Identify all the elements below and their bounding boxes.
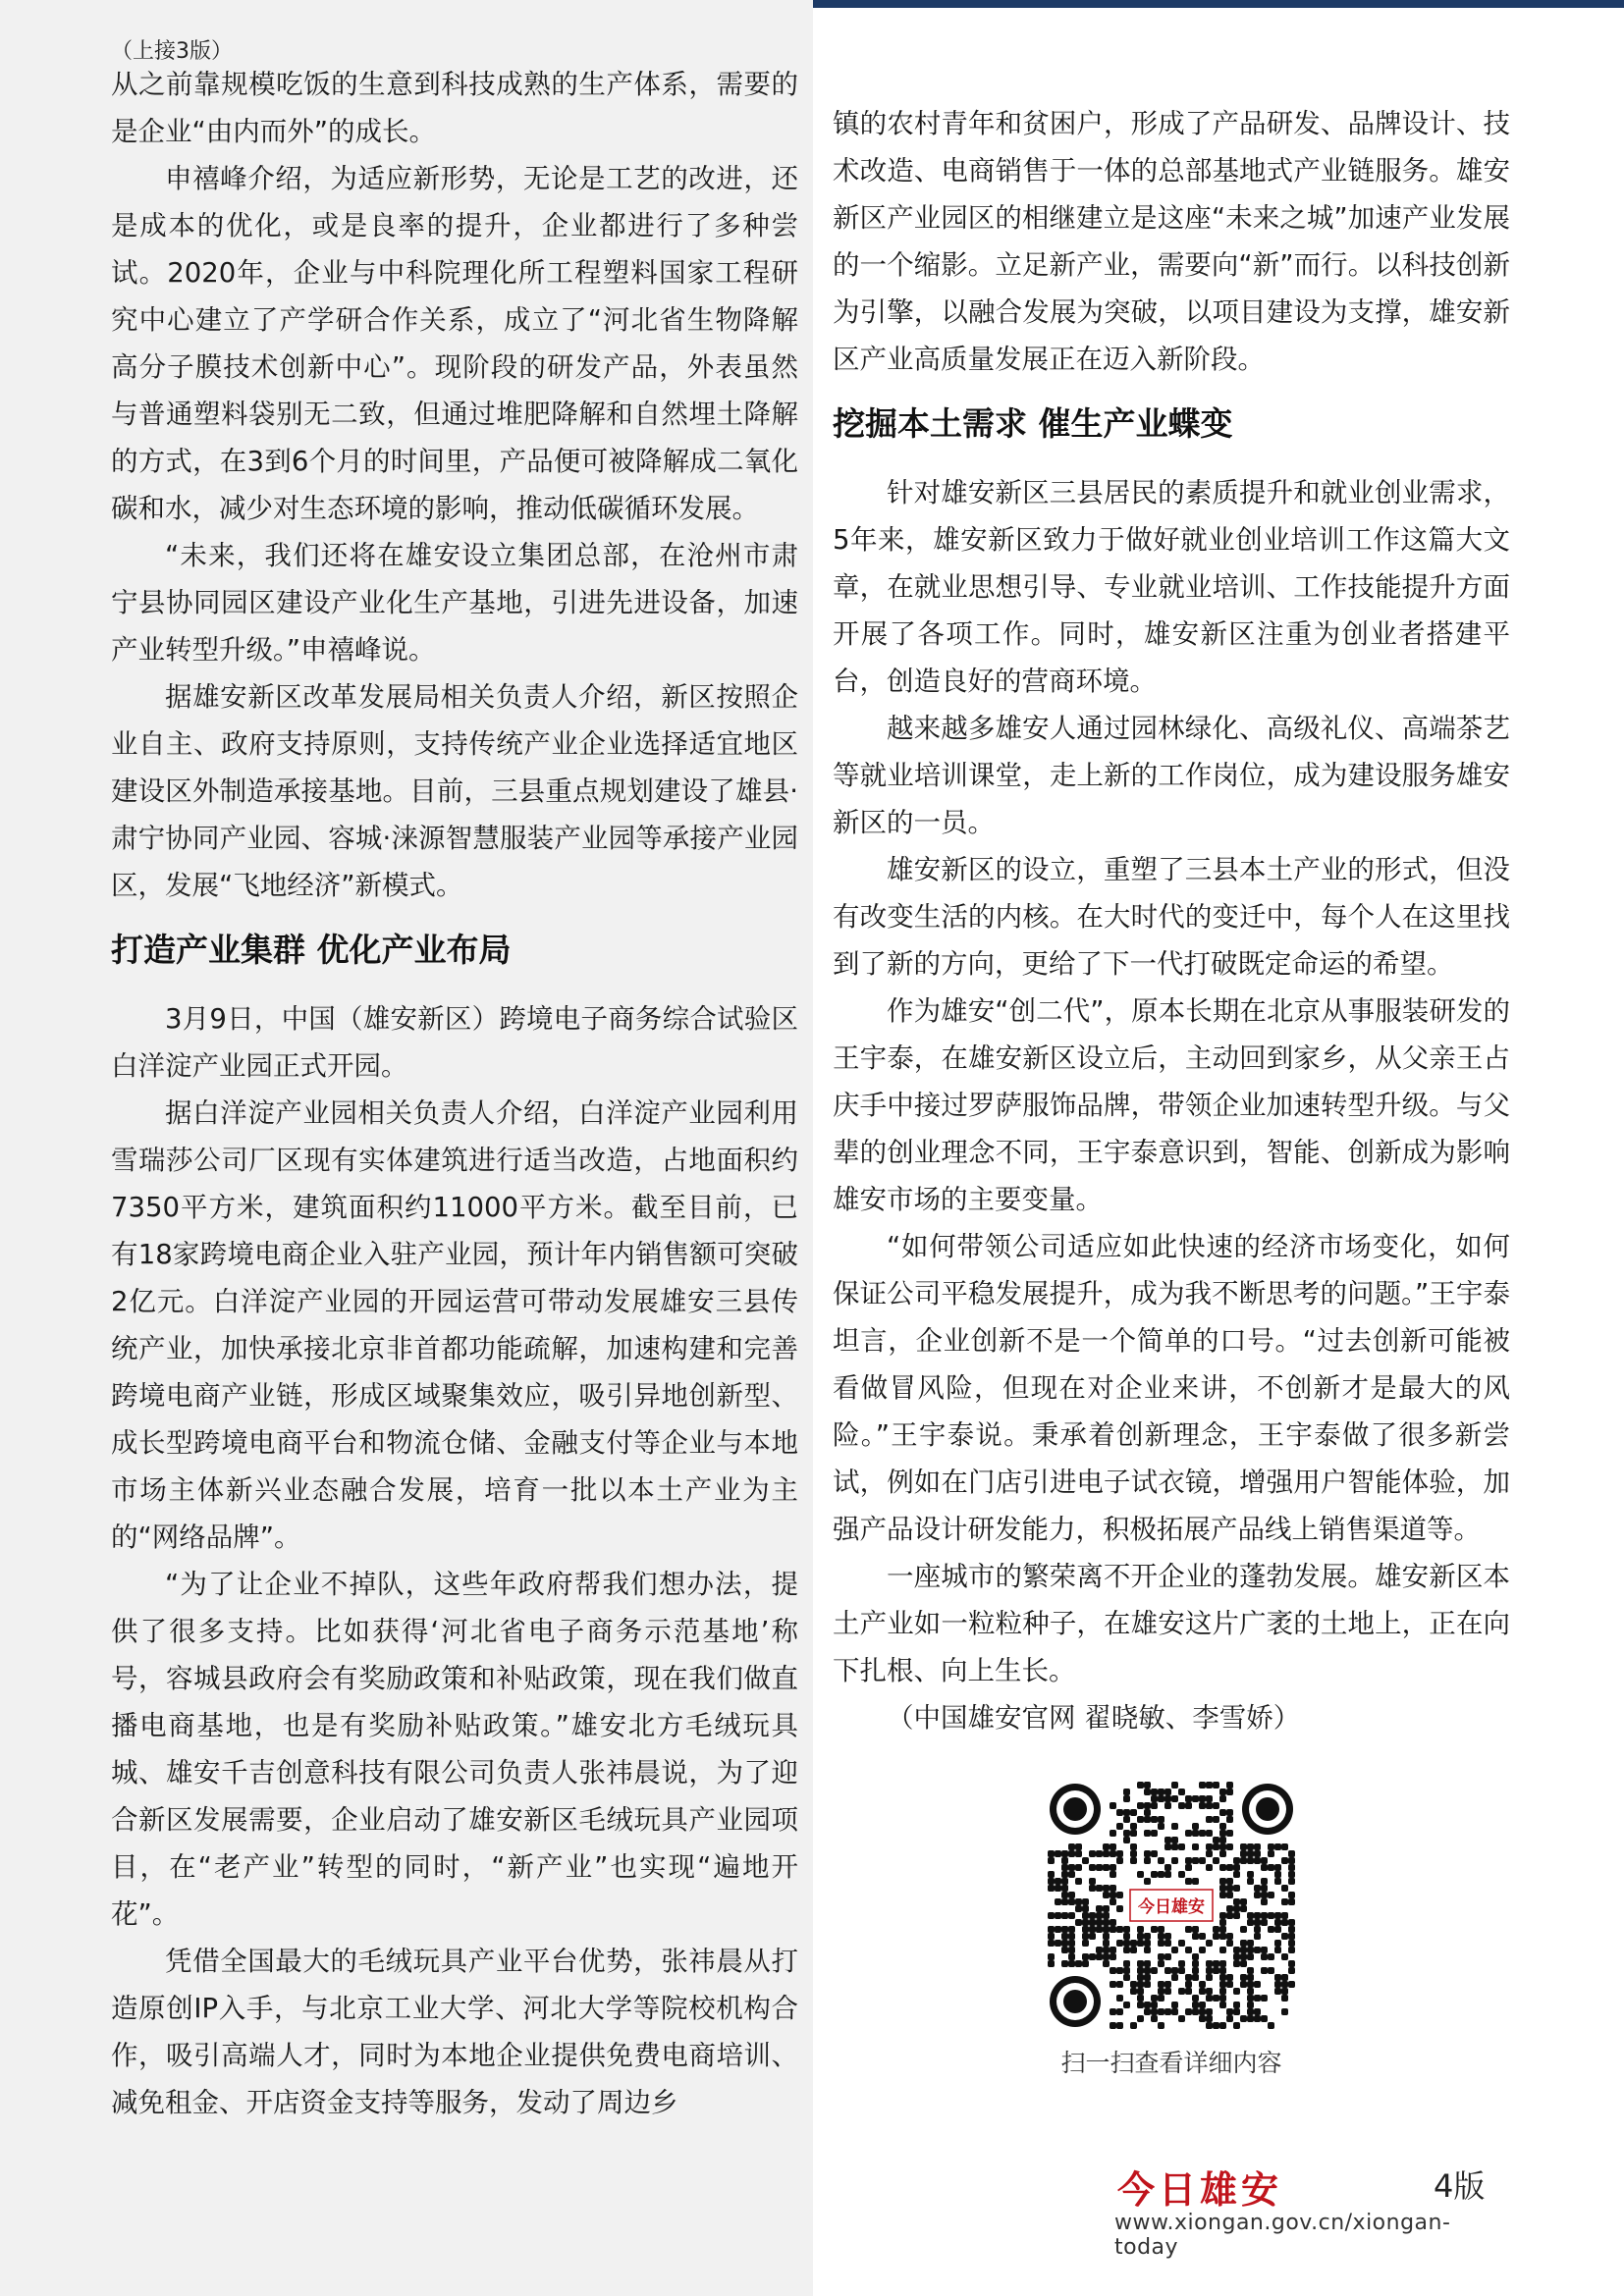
paragraph: 一座城市的繁荣离不开企业的蓬勃发展。雄安新区本土产业如一粒粒种子，在雄安这片广袤的土地上，正在向下扎根、向上生长。 — [833, 1561, 1510, 1686]
paragraph: “如何带领公司适应如此快速的经济市场变化，如何保证公司平稳发展提升，成为我不断思考的问题。”王宇泰坦言，企业创新不是一个简单的口号。“过去创新可能被看做冒风险，但现在对企业来讲，不创新才是最大的风险。”王宇泰说。秉承着创新理念，王宇泰做了很多新尝试，例如在门店引进电子试衣镜，增强用户智能体验，加强产品设计研发能力，积极拓展产品线上销售渠道等。 — [833, 1231, 1510, 1545]
left-column — [111, 61, 798, 2126]
top-accent-bar — [813, 0, 1624, 8]
paragraph: 作为雄安“创二代”，原本长期在北京从事服装研发的王宇泰，在雄安新区设立后，主动回到家乡，从父亲王占庆手中接过罗萨服饰品牌，带领企业加速转型升级。与父辈的创业理念不同，王宇泰意识到，智能、创新成为影响雄安市场的主要变量。 — [833, 995, 1510, 1215]
paragraph: “为了让企业不掉队，这些年政府帮我们想办法，提供了很多支持。比如获得‘河北省电子商务示范基地’称号，容城县政府会有奖励政策和补贴政策，现在我们做直播电商基地，也是有奖励补贴政策。”雄安北方毛绒玩具城、雄安千吉创意科技有限公司负责人张祎晨说，为了迎合新区发展需要，企业启动了雄安新区毛绒玩具产业园项目，在“老产业”转型的同时，“新产业”也实现“遍地开花”。 — [111, 1569, 798, 1930]
site-url[interactable]: www.xiongan.gov.cn/xiongan-today — [1114, 2211, 1451, 2260]
paragraph: 雄安新区的设立，重塑了三县本土产业的形式，但没有改变生活的内核。在大时代的变迁中，每个人在这里找到了新的方向，更给了下一代打破既定命运的希望。 — [833, 854, 1510, 980]
paragraph: 凭借全国最大的毛绒玩具产业平台优势，张祎晨从打造原创IP入手，与北京工业大学、河北大学等院校机构合作，吸引高端人才，同时为本地企业提供免费电商培训、减免租金、开店资金支持等服务，发动了周边乡 — [111, 1946, 798, 2118]
qr-center-logo: 今日雄安 — [1138, 1897, 1205, 1917]
paragraph: 据雄安新区改革发展局相关负责人介绍，新区按照企业自主、政府支持原则，支持传统产业企业选择适宜地区建设区外制造承接基地。目前，三县重点规划建设了雄县·肃宁协同产业园、容城·涞源智慧服装产业园等承接产业园区，发展“飞地经济”新模式。 — [111, 681, 798, 901]
paragraph: 申禧峰介绍，为适应新形势，无论是工艺的改进，还是成本的优化，或是良率的提升，企业都进行了多种尝试。2020年，企业与中科院理化所工程塑料国家工程研究中心建立了产学研合作关系，成立了“河北省生物降解高分子膜技术创新中心”。现阶段的研发产品，外表虽然与普通塑料袋别无二致，但通过堆肥降解和自然埋土降解的方式，在3到6个月的时间里，产品便可被降解成二氧化碳和水，减少对生态环境的影响，推动低碳循环发展。 — [111, 163, 798, 524]
section-heading: 打造产业集群 优化产业布局 — [111, 931, 512, 969]
section-heading: 挖掘本土需求 催生产业蝶变 — [833, 404, 1233, 443]
right-column — [833, 100, 1510, 1741]
footer-logo: 今日雄安 — [1117, 2167, 1283, 2212]
qr-code-image — [1048, 1782, 1295, 2029]
byline: （中国雄安官网 翟晓敏、李雪娇） — [887, 1702, 1301, 1734]
paragraph: 镇的农村青年和贫困户，形成了产品研发、品牌设计、技术改造、电商销售于一体的总部基地式产业链服务。雄安新区产业园区的相继建立是这座“未来之城”加速产业发展的一个缩影。立足新产业，需要向“新”而行。以科技创新为引擎，以融合发展为突破，以项目建设为支撑，雄安新区产业高质量发展正在迈入新阶段。 — [833, 108, 1510, 375]
paragraph: 据白洋淀产业园相关负责人介绍，白洋淀产业园利用雪瑞莎公司厂区现有实体建筑进行适当改造，占地面积约7350平方米，建筑面积约11000平方米。截至目前，已有18家跨境电商企业入驻产业园，预计年内销售额可突破2亿元。白洋淀产业园的开园运营可带动发展雄安三县传统产业，加快承接北京非首都功能疏解，加速构建和完善跨境电商产业链，形成区域聚集效应，吸引异地创新型、成长型跨境电商平台和物流仓储、金融支付等企业与本地市场主体新兴业态融合发展，培育一批以本土产业为主的“网络品牌”。 — [111, 1097, 798, 1553]
paragraph: “未来，我们还将在雄安设立集团总部，在沧州市肃宁县协同园区建设产业化生产基地，引进先进设备，加速产业转型升级。”申禧峰说。 — [111, 540, 798, 666]
paragraph: 3月9日，中国（雄安新区）跨境电子商务综合试验区白洋淀产业园正式开园。 — [111, 1003, 798, 1082]
page-number: 4版 — [1434, 2167, 1486, 2205]
qr-caption: 扫一扫查看详细内容 — [1060, 2049, 1282, 2077]
paragraph: 针对雄安新区三县居民的素质提升和就业创业需求，5年来，雄安新区致力于做好就业创业培训工作这篇大文章，在就业思想引导、专业就业培训、工作技能提升方面开展了各项工作。同时，雄安新区注重为创业者搭建平台，创造良好的营商环境。 — [833, 477, 1510, 697]
paragraph: 从之前靠规模吃饭的生意到科技成熟的生产体系，需要的是企业“由内而外”的成长。 — [111, 69, 798, 147]
continued-from-label: （上接3版） — [111, 39, 233, 64]
paragraph: 越来越多雄安人通过园林绿化、高级礼仪、高端茶艺等就业培训课堂，走上新的工作岗位，成为建设服务雄安新区的一员。 — [833, 713, 1510, 838]
qr-code[interactable] — [1048, 1782, 1295, 2029]
